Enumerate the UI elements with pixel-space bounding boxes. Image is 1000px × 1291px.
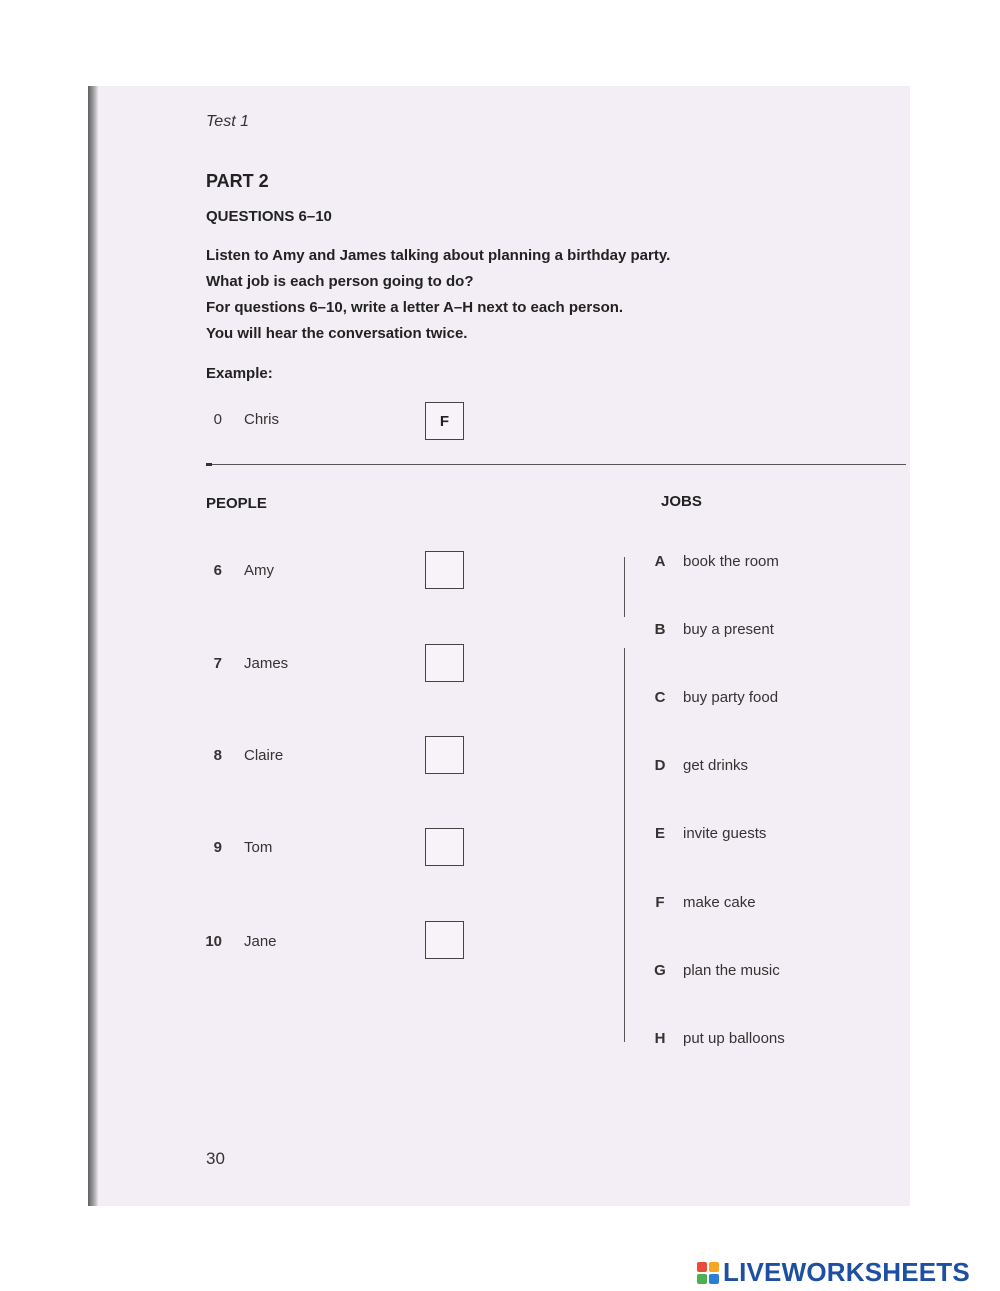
job-letter: G bbox=[654, 962, 666, 979]
job-letter: B bbox=[654, 621, 666, 638]
questions-range: QUESTIONS 6–10 bbox=[206, 208, 332, 225]
instructions bbox=[206, 245, 670, 349]
job-letter: E bbox=[654, 825, 665, 842]
instruction-line: What job is each person going to do? bbox=[206, 273, 474, 290]
logo-square bbox=[709, 1274, 719, 1284]
job-text: make cake bbox=[683, 894, 756, 911]
logo-square bbox=[709, 1262, 719, 1272]
instruction-line: For questions 6–10, write a letter A–H next to each person. bbox=[206, 299, 624, 316]
example-number: 0 bbox=[213, 411, 222, 428]
people-heading: PEOPLE bbox=[206, 495, 267, 512]
person-name: James bbox=[244, 655, 289, 672]
person-number: 6 bbox=[213, 562, 222, 579]
job-letter: F bbox=[655, 894, 665, 911]
answer-box-10[interactable] bbox=[425, 921, 464, 959]
job-letter: C bbox=[654, 689, 666, 706]
person-number: 9 bbox=[213, 839, 222, 856]
person-name: Amy bbox=[244, 562, 274, 579]
column-divider bbox=[624, 648, 625, 1042]
example-name: Chris bbox=[244, 411, 280, 428]
instruction-line: You will hear the conversation twice. bbox=[206, 325, 468, 342]
person-name: Claire bbox=[244, 747, 284, 764]
job-letter: D bbox=[654, 757, 666, 774]
brand-name: LIVEWORKSHEETS bbox=[723, 1257, 970, 1287]
job-text: book the room bbox=[683, 553, 779, 570]
divider-mark bbox=[206, 463, 212, 466]
instruction-line: Listen to Amy and James talking about planning a birthday party. bbox=[206, 247, 671, 264]
answer-box-7[interactable] bbox=[425, 644, 464, 682]
column-divider bbox=[624, 557, 625, 617]
job-text: plan the music bbox=[683, 962, 780, 979]
answer-box-9[interactable] bbox=[425, 828, 464, 866]
answer-box-6[interactable] bbox=[425, 551, 464, 589]
part-title: PART 2 bbox=[206, 171, 269, 191]
logo-square bbox=[697, 1274, 707, 1284]
jobs-heading: JOBS bbox=[661, 493, 702, 510]
person-name: Jane bbox=[244, 933, 277, 950]
section-divider bbox=[206, 464, 906, 465]
person-name: Tom bbox=[244, 839, 273, 856]
person-number: 8 bbox=[213, 747, 222, 764]
test-label: Test 1 bbox=[206, 113, 249, 130]
job-text: put up balloons bbox=[683, 1030, 785, 1047]
answer-box-8[interactable] bbox=[425, 736, 464, 774]
job-text: get drinks bbox=[683, 757, 749, 774]
example-label: Example: bbox=[206, 365, 273, 382]
job-text: buy party food bbox=[683, 689, 779, 706]
page-number: 30 bbox=[206, 1149, 225, 1168]
page-binding-shadow bbox=[88, 86, 98, 1206]
logo-grid-icon bbox=[697, 1262, 719, 1284]
liveworksheets-logo[interactable] bbox=[697, 1257, 970, 1288]
job-letter: A bbox=[654, 553, 666, 570]
job-text: invite guests bbox=[683, 825, 767, 842]
job-letter: H bbox=[654, 1030, 666, 1047]
person-number: 10 bbox=[205, 933, 222, 950]
job-text: buy a present bbox=[683, 621, 774, 638]
example-answer-box: F bbox=[425, 402, 464, 440]
person-number: 7 bbox=[213, 655, 222, 672]
logo-square bbox=[697, 1262, 707, 1272]
